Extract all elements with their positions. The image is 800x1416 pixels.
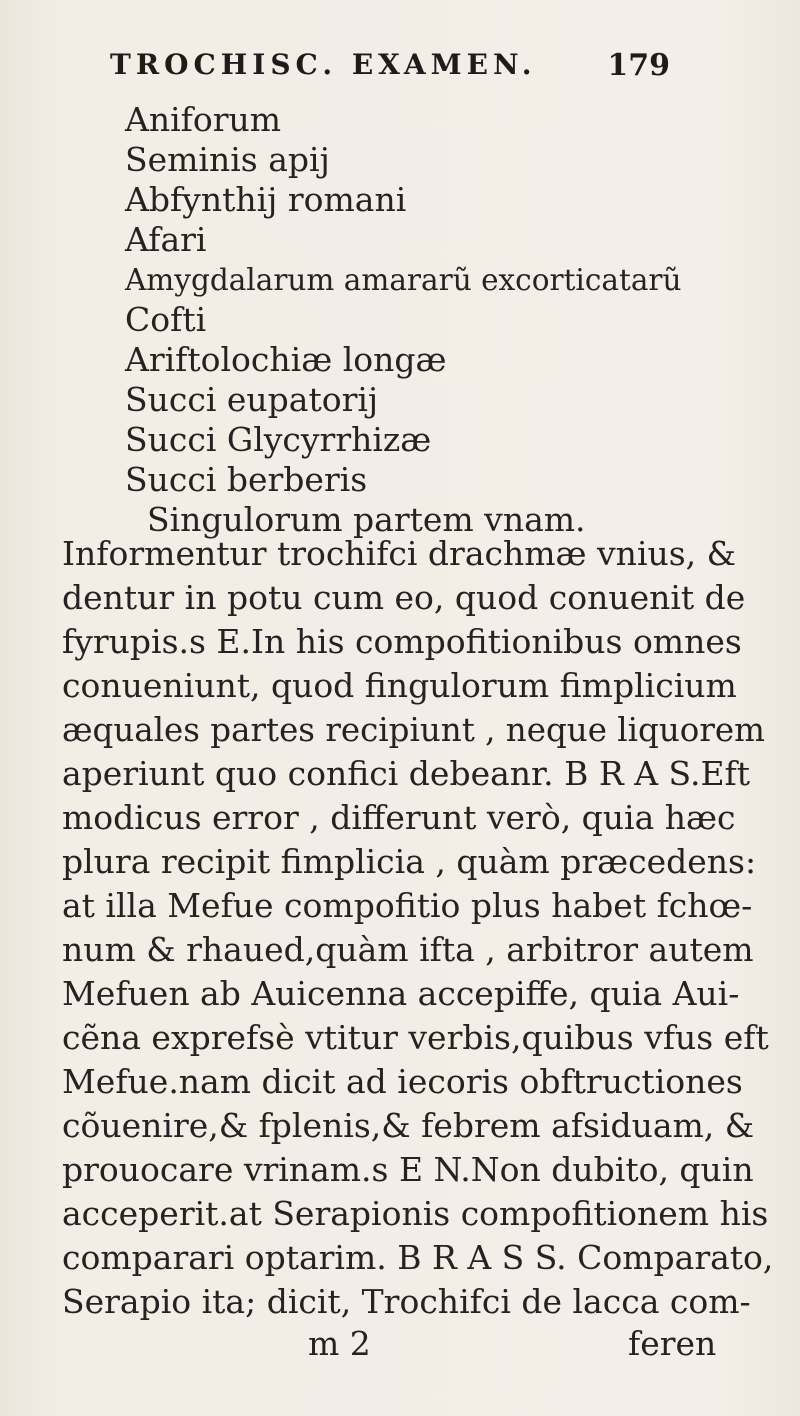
text-line: cẽna exprefsè vtitur verbis,quibus vfus eft bbox=[62, 1018, 769, 1057]
text-line: prouocare vrinam.s E N.Non dubito, quin bbox=[62, 1150, 754, 1189]
text-line: acceperit.at Serapionis compofitionem his bbox=[62, 1194, 769, 1233]
ingredient-item: Aniforum bbox=[125, 100, 282, 139]
text-line: conueniunt, quod fingulorum fimplicium bbox=[62, 666, 737, 705]
text-line: modicus error , differunt verò, quia hæc bbox=[62, 798, 736, 837]
text-line: dentur in potu cum eo, quod conuenit de bbox=[62, 578, 746, 617]
ingredient-item: Afari bbox=[125, 220, 207, 259]
ingredient-item: Ariftolochiæ longæ bbox=[125, 340, 447, 379]
signature-mark: m 2 bbox=[308, 1324, 371, 1363]
text-line: aperiunt quo confici debeanr. B R A S.Eft bbox=[62, 754, 751, 793]
page-header bbox=[110, 48, 670, 98]
ingredient-item: Cofti bbox=[125, 300, 207, 339]
text-line: cõuenire,& fplenis,& febrem afsiduam, & bbox=[62, 1106, 755, 1145]
text-line: at illa Mefue compofitio plus habet fchœ- bbox=[62, 886, 753, 925]
page-number: 179 bbox=[607, 48, 670, 83]
text-line: fyrupis.s E.In his compofitionibus omnes bbox=[62, 622, 742, 661]
text-line: Serapio ita; dicit, Trochifci de lacca com- bbox=[62, 1282, 751, 1321]
ingredient-item: Succi berberis bbox=[125, 460, 368, 499]
ingredient-item: Abfynthij romani bbox=[125, 180, 407, 219]
text-line: Mefuen ab Auicenna accepiffe, quia Aui- bbox=[62, 974, 740, 1013]
text-line: Mefue.nam dicit ad iecoris obftructiones bbox=[62, 1062, 743, 1101]
text-line: num & rhaued,quàm ifta , arbitror autem bbox=[62, 930, 754, 969]
text-line: æquales partes recipiunt , neque liquorem bbox=[62, 711, 765, 749]
singulorum-line: Singulorum partem vnam. bbox=[147, 500, 586, 539]
ingredient-item: Amygdalarum amararũ excorticatarũ bbox=[125, 263, 682, 297]
text-line: comparari optarim. B R A S S. Comparato, bbox=[62, 1238, 774, 1277]
running-head: TROCHISC. EXAMEN. bbox=[110, 48, 537, 81]
catchword: feren bbox=[628, 1324, 717, 1363]
text-line: Informentur trochifci drachmæ vnius, & bbox=[62, 534, 737, 573]
ingredient-item: Succi Glycyrrhizæ bbox=[125, 420, 432, 459]
text-line: plura recipit fimplicia , quàm præcedens: bbox=[62, 842, 757, 881]
ingredient-item: Seminis apij bbox=[125, 140, 330, 179]
ingredient-item: Succi eupatorij bbox=[125, 380, 379, 419]
